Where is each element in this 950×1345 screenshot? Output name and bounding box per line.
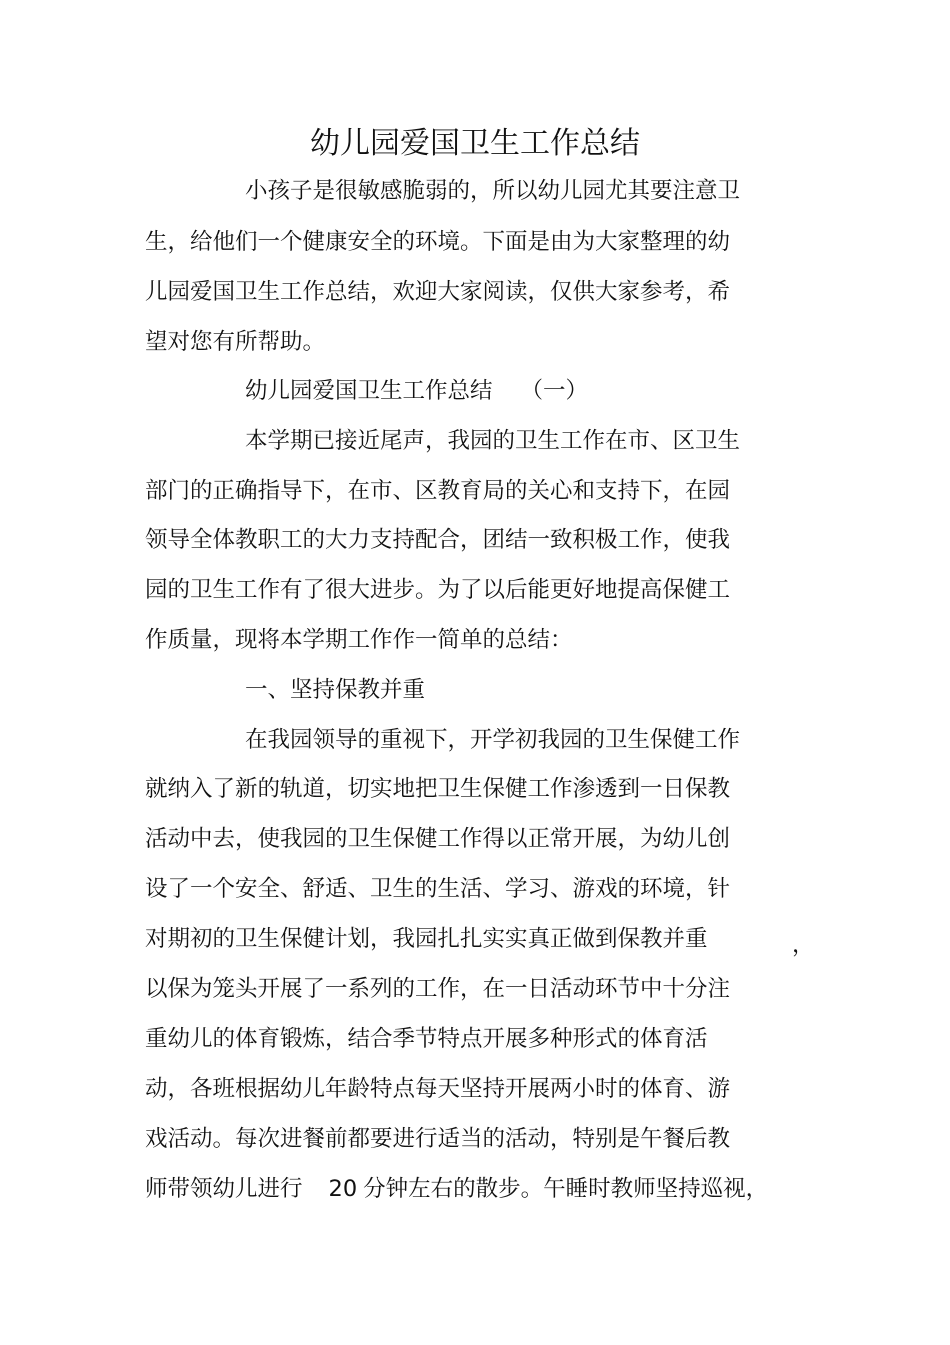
para2-line-3: 活动中去，使我园的卫生保健工作得以正常开展，为幼儿创 [145,826,731,852]
para1-line-4: 园的卫生工作有了很大进步。为了以后能更好地提高保健工 [145,577,731,603]
para2-line-4: 设了一个安全、舒适、卫生的生活、学习、游戏的环境，针 [145,876,731,902]
section-heading-number: （一） [520,378,589,404]
last-line-before: 师带领幼儿进行 [145,1176,303,1202]
section-heading [245,376,588,406]
section-heading-text: 幼儿园爱国卫生工作总结 [245,378,493,404]
para2-line-2: 就纳入了新的轨道，切实地把卫生保健工作渗透到一日保教 [145,776,731,802]
para2-line-10 [145,1174,768,1204]
last-line-after: 分钟左右的散步。午睡时教师坚持巡视， [363,1176,769,1202]
para1-line-5: 作质量，现将本学期工作作一简单的总结： [145,627,573,653]
intro-line-1: 小孩子是很敏感脆弱的，所以幼儿园尤其要注意卫 [245,178,741,204]
para2-line-8: 动，各班根据幼儿年龄特点每天坚持开展两小时的体育、游 [145,1076,731,1102]
last-line-number: 20 [328,1176,358,1202]
intro-line-4: 望对您有所帮助。 [145,329,326,355]
intro-line-3: 儿园爱国卫生工作总结，欢迎大家阅读，仅供大家参考，希 [145,279,731,305]
para2-line-9: 戏活动。每次进餐前都要进行适当的活动，特别是午餐后教 [145,1126,731,1152]
para1-line-2: 部门的正确指导下，在市、区教育局的关心和支持下，在园 [145,478,731,504]
para1-line-1: 本学期已接近尾声，我园的卫生工作在市、区卫生 [245,428,741,454]
sub-heading: 一、坚持保教并重 [245,677,426,703]
page-title: 幼儿园爱国卫生工作总结 [310,126,640,161]
intro-line-2: 生，给他们一个健康安全的环境。下面是由为大家整理的幼 [145,229,731,255]
para1-line-3: 领导全体教职工的大力支持配合，团结一致积极工作，使我 [145,527,731,553]
para2-line-6: 以保为笼头开展了一系列的工作，在一日活动环节中十分注 [145,976,731,1002]
stray-comma: ， [792,932,815,958]
para2-line-1: 在我园领导的重视下，开学初我园的卫生保健工作 [245,727,741,753]
para2-line-5: 对期初的卫生保健计划，我园扎扎实实真正做到保教并重 [145,926,708,952]
para2-line-7: 重幼儿的体育锻炼，结合季节特点开展多种形式的体育活 [145,1026,708,1052]
